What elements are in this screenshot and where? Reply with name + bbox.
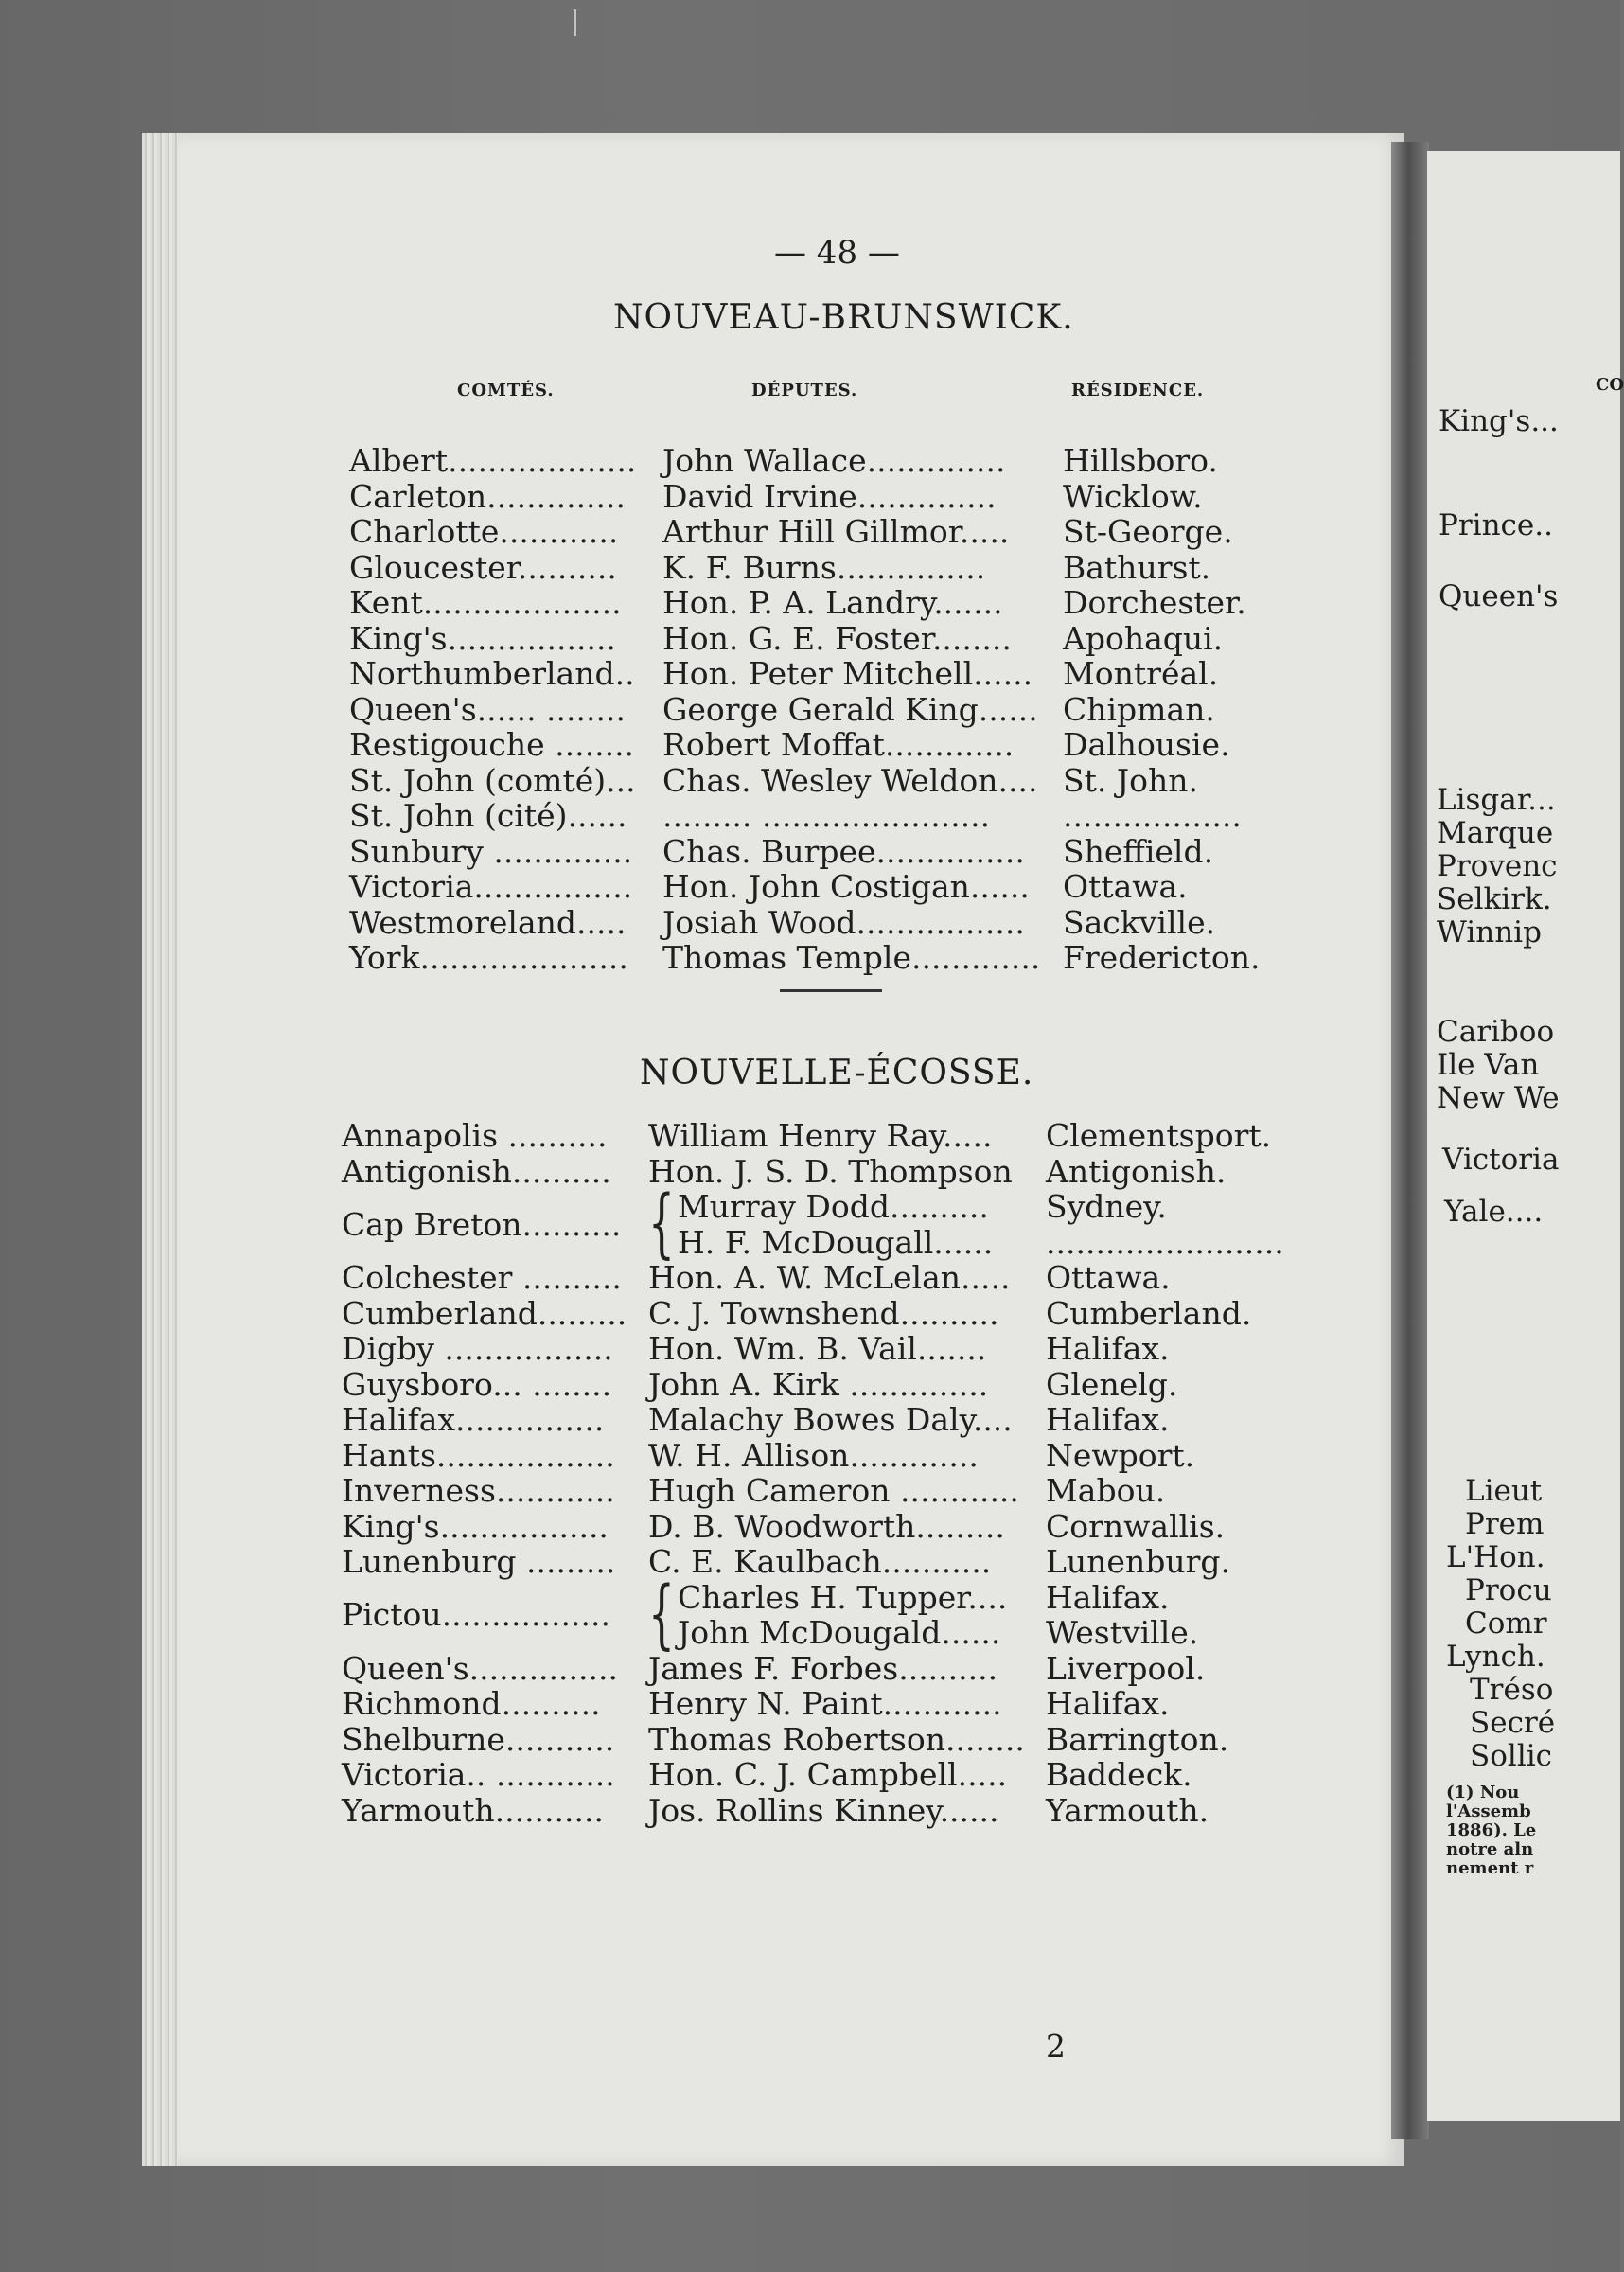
ns-deputy: Hon. A. W. McLelan..... bbox=[648, 1259, 1011, 1296]
ns-deputy: Hon. Wm. B. Vail....... bbox=[648, 1330, 987, 1367]
ns-deputy: William Henry Ray..... bbox=[648, 1117, 993, 1154]
right-page-line: Queen's bbox=[1439, 579, 1559, 613]
right-page-line: Secré bbox=[1470, 1706, 1556, 1740]
ns-residence: Barrington. bbox=[1046, 1721, 1229, 1758]
right-page-line: Lynch. bbox=[1446, 1640, 1545, 1674]
nb-deputy: David Irvine.............. bbox=[662, 478, 997, 515]
right-footnote-line: notre aln bbox=[1446, 1839, 1534, 1859]
nb-residence: Chipman. bbox=[1063, 691, 1215, 728]
column-header-deputies: DÉPUTES. bbox=[751, 381, 858, 400]
ns-residence: Clementsport. bbox=[1046, 1117, 1272, 1154]
nb-deputy: Chas. Burpee............... bbox=[662, 833, 1025, 870]
right-page-line: Yale.... bbox=[1444, 1195, 1544, 1229]
section-title-nova-scotia: NOUVELLE-ÉCOSSE. bbox=[640, 1054, 1034, 1092]
ns-deputy: Hon. C. J. Campbell..... bbox=[648, 1756, 1008, 1793]
book-gutter bbox=[1391, 142, 1429, 2139]
ns-residence: Glenelg. bbox=[1046, 1366, 1178, 1403]
ns-residence: Ottawa. bbox=[1046, 1259, 1171, 1296]
ns-residence: Halifax. bbox=[1046, 1685, 1170, 1722]
brace-symbol: { bbox=[648, 1179, 675, 1267]
left-page bbox=[178, 133, 1404, 2166]
nb-county: St. John (cité)...... bbox=[349, 797, 627, 834]
scan-mark bbox=[574, 9, 576, 36]
signature-mark: 2 bbox=[1046, 2028, 1066, 2065]
right-page-line: Selkirk. bbox=[1437, 882, 1552, 916]
ns-county: Guysboro... ........ bbox=[342, 1366, 612, 1403]
section-divider bbox=[780, 989, 882, 992]
nb-county: King's................. bbox=[349, 620, 616, 657]
ns-residence: ........................ bbox=[1046, 1224, 1284, 1261]
ns-county: Colchester .......... bbox=[342, 1259, 622, 1296]
ns-county: Victoria.. ............ bbox=[342, 1756, 615, 1793]
nb-deputy: Hon. Peter Mitchell...... bbox=[662, 655, 1033, 692]
ns-county: Cap Breton.......... bbox=[342, 1206, 622, 1243]
ns-county: Yarmouth........... bbox=[342, 1792, 604, 1829]
right-footnote-line: nement r bbox=[1446, 1858, 1534, 1878]
ns-county: Pictou................. bbox=[342, 1596, 610, 1633]
right-footnote-line: l'Assemb bbox=[1446, 1802, 1531, 1821]
nb-deputy: Josiah Wood................. bbox=[662, 904, 1025, 941]
ns-residence: Lunenburg. bbox=[1046, 1543, 1230, 1580]
ns-residence: Halifax. bbox=[1046, 1579, 1170, 1616]
brace-symbol: { bbox=[648, 1570, 675, 1658]
nb-residence: Bathurst. bbox=[1063, 549, 1211, 586]
nb-residence: Montréal. bbox=[1063, 655, 1219, 692]
ns-deputy: Murray Dodd.......... bbox=[678, 1188, 989, 1225]
nb-residence: Sackville. bbox=[1063, 904, 1216, 941]
ns-deputy: Hon. J. S. D. Thompson bbox=[648, 1153, 1013, 1190]
ns-deputy: John McDougald...... bbox=[678, 1614, 1001, 1651]
nb-county: Victoria................ bbox=[349, 868, 633, 905]
ns-deputy: Jos. Rollins Kinney...... bbox=[648, 1792, 999, 1829]
nb-county: Kent.................... bbox=[349, 584, 622, 621]
right-page-line: Procu bbox=[1465, 1573, 1552, 1607]
nb-deputy: George Gerald King...... bbox=[662, 691, 1038, 728]
right-page bbox=[1427, 151, 1624, 2121]
ns-deputy: Malachy Bowes Daly.... bbox=[648, 1401, 1013, 1438]
ns-county: Cumberland......... bbox=[342, 1295, 627, 1332]
right-footnote-line: 1886). Le bbox=[1446, 1820, 1537, 1840]
column-header-residence: RÉSIDENCE. bbox=[1071, 381, 1205, 400]
nb-residence: Sheffield. bbox=[1063, 833, 1214, 870]
ns-residence: Halifax. bbox=[1046, 1401, 1170, 1438]
right-page-line: Victoria bbox=[1442, 1143, 1560, 1177]
ns-county: Hants.................. bbox=[342, 1437, 615, 1474]
ns-residence: Halifax. bbox=[1046, 1330, 1170, 1367]
ns-deputy: C. E. Kaulbach........... bbox=[648, 1543, 992, 1580]
nb-residence: Apohaqui. bbox=[1063, 620, 1224, 657]
nb-deputy: Hon. G. E. Foster........ bbox=[662, 620, 1012, 657]
nb-deputy: Hon. P. A. Landry....... bbox=[662, 584, 1003, 621]
nb-county: Gloucester.......... bbox=[349, 549, 617, 586]
right-page-line: Marque bbox=[1437, 816, 1554, 850]
nb-residence: Hillsboro. bbox=[1063, 442, 1218, 479]
nb-residence: St. John. bbox=[1063, 762, 1198, 799]
ns-deputy: Charles H. Tupper.... bbox=[678, 1579, 1008, 1616]
ns-deputy: H. F. McDougall...... bbox=[678, 1224, 994, 1261]
nb-county: Charlotte............ bbox=[349, 513, 619, 550]
right-page-line: Provenc bbox=[1437, 849, 1558, 883]
ns-residence: Westville. bbox=[1046, 1614, 1199, 1651]
ns-deputy: W. H. Allison............. bbox=[648, 1437, 979, 1474]
section-title-new-brunswick: NOUVEAU-BRUNSWICK. bbox=[613, 298, 1074, 337]
ns-residence: Cumberland. bbox=[1046, 1295, 1252, 1332]
right-page-line: Prem bbox=[1465, 1507, 1545, 1541]
ns-county: Queen's............... bbox=[342, 1650, 618, 1687]
nb-county: Westmoreland..... bbox=[349, 904, 627, 941]
right-page-line: Lieut bbox=[1465, 1474, 1543, 1508]
ns-residence: Baddeck. bbox=[1046, 1756, 1192, 1793]
nb-county: Carleton.............. bbox=[349, 478, 627, 515]
right-page-line: Sollic bbox=[1470, 1739, 1553, 1773]
nb-county: Restigouche ........ bbox=[349, 726, 635, 763]
ns-residence: Cornwallis. bbox=[1046, 1508, 1226, 1545]
nb-residence: St-George. bbox=[1063, 513, 1233, 550]
nb-deputy: ......... ....................... bbox=[662, 797, 991, 834]
ns-county: Lunenburg ......... bbox=[342, 1543, 616, 1580]
ns-residence: Yarmouth. bbox=[1046, 1792, 1209, 1829]
ns-residence: Sydney. bbox=[1046, 1188, 1167, 1225]
ns-residence: Antigonish. bbox=[1046, 1153, 1227, 1190]
ns-residence: Liverpool. bbox=[1046, 1650, 1206, 1687]
column-header-counties: COMTÉS. bbox=[457, 381, 555, 400]
ns-residence: Newport. bbox=[1046, 1437, 1195, 1474]
right-page-line: Prince.. bbox=[1439, 508, 1553, 542]
right-footnote-line: (1) Nou bbox=[1446, 1783, 1520, 1802]
ns-residence: Mabou. bbox=[1046, 1472, 1166, 1509]
nb-residence: Dorchester. bbox=[1063, 584, 1246, 621]
ns-county: Inverness............ bbox=[342, 1472, 615, 1509]
ns-county: Halifax............... bbox=[342, 1401, 605, 1438]
right-page-line: Winnip bbox=[1437, 915, 1542, 950]
nb-deputy: Robert Moffat............. bbox=[662, 726, 1015, 763]
ns-deputy: C. J. Townshend.......... bbox=[648, 1295, 999, 1332]
right-page-line: Cariboo bbox=[1437, 1015, 1555, 1049]
nb-residence: Fredericton. bbox=[1063, 939, 1261, 976]
right-page-line: Lisgar... bbox=[1437, 783, 1556, 817]
ns-deputy: James F. Forbes.......... bbox=[648, 1650, 998, 1687]
nb-county: Northumberland.. bbox=[349, 655, 635, 692]
ns-county: Richmond.......... bbox=[342, 1685, 601, 1722]
ns-deputy: Thomas Robertson........ bbox=[648, 1721, 1025, 1758]
right-page-line: Ile Van bbox=[1437, 1048, 1540, 1082]
ns-county: Shelburne........... bbox=[342, 1721, 615, 1758]
ns-deputy: Hugh Cameron ............ bbox=[648, 1472, 1019, 1509]
right-page-line: King's... bbox=[1439, 404, 1559, 438]
nb-residence: Dalhousie. bbox=[1063, 726, 1230, 763]
nb-residence: Wicklow. bbox=[1063, 478, 1203, 515]
ns-deputy: John A. Kirk .............. bbox=[648, 1366, 989, 1403]
nb-county: St. John (comté)... bbox=[349, 762, 636, 799]
nb-county: Queen's...... ........ bbox=[349, 691, 626, 728]
nb-deputy: John Wallace.............. bbox=[662, 442, 1006, 479]
nb-county: Albert................... bbox=[349, 442, 637, 479]
nb-residence: Ottawa. bbox=[1063, 868, 1188, 905]
ns-county: Antigonish.......... bbox=[342, 1153, 611, 1190]
page-number: — 48 — bbox=[774, 234, 900, 272]
nb-deputy: Thomas Temple............. bbox=[662, 939, 1041, 976]
nb-county: York..................... bbox=[349, 939, 628, 976]
nb-residence: .................. bbox=[1063, 797, 1242, 834]
right-page-line: L'Hon. bbox=[1446, 1540, 1545, 1574]
nb-deputy: K. F. Burns............... bbox=[662, 549, 986, 586]
ns-deputy: Henry N. Paint............ bbox=[648, 1685, 1002, 1722]
nb-deputy: Hon. John Costigan...... bbox=[662, 868, 1030, 905]
nb-deputy: Chas. Wesley Weldon.... bbox=[662, 762, 1038, 799]
right-page-line: New We bbox=[1437, 1081, 1560, 1115]
right-page-line: Tréso bbox=[1470, 1673, 1554, 1707]
right-page-line: Comr bbox=[1465, 1606, 1547, 1641]
nb-county: Sunbury .............. bbox=[349, 833, 633, 870]
ns-county: Annapolis .......... bbox=[342, 1117, 608, 1154]
ns-county: Digby ................. bbox=[342, 1330, 613, 1367]
right-header-fragment: CO bbox=[1596, 375, 1624, 395]
ns-deputy: D. B. Woodworth......... bbox=[648, 1508, 1005, 1545]
ns-county: King's................. bbox=[342, 1508, 609, 1545]
nb-deputy: Arthur Hill Gillmor..... bbox=[662, 513, 1010, 550]
